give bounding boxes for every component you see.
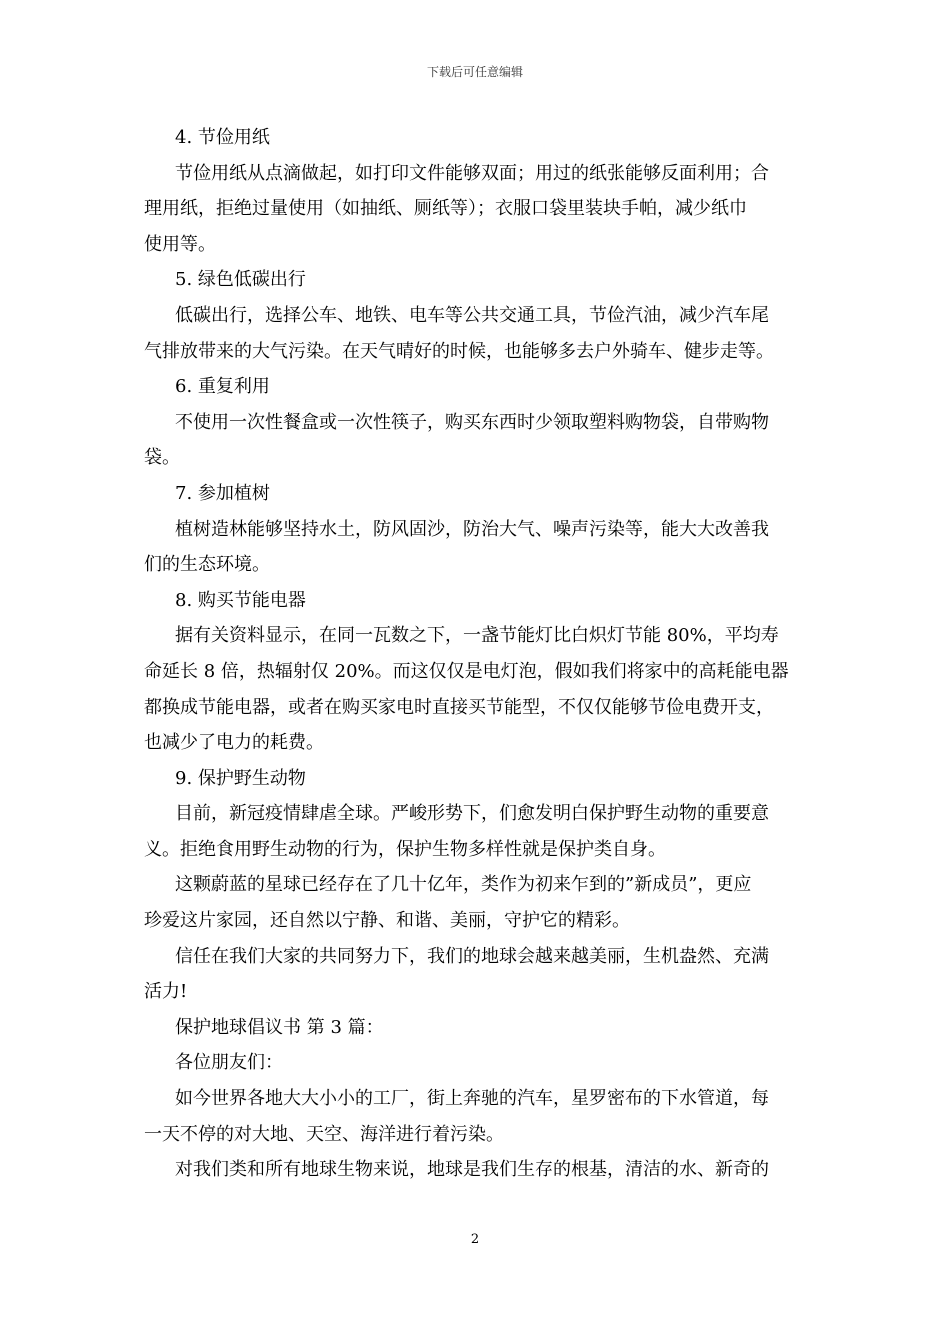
text-line: 目前，新冠疫情肆虐全球。严峻形势下，们愈发明白保护野生动物的重要意 — [175, 803, 769, 825]
page-header: 下载后可任意编辑 — [426, 65, 523, 79]
text-line: 都换成节能电器，或者在购买家电时直接买节能型，不仅仅能够节俭电费开支， — [144, 696, 774, 718]
text-line: 4. 节俭用纸 — [175, 127, 270, 148]
page-number: 2 — [470, 1232, 480, 1247]
text-line: 节俭用纸从点滴做起，如打印文件能够双面；用过的纸张能够反面利用；合 — [175, 162, 769, 184]
text-line: 5. 绿色低碳出行 — [175, 269, 306, 291]
text-line: 活力! — [144, 981, 188, 1003]
text-line: 据有关资料显示，在同一瓦数之下，一盏节能灯比白炽灯节能 80%，平均寿 — [175, 625, 779, 647]
text-line: 7. 参加植树 — [175, 482, 270, 504]
text-line: 也减少了电力的耗费。 — [144, 732, 324, 754]
document-body — [144, 120, 808, 1188]
text-line: 们的生态环境。 — [144, 554, 270, 576]
text-line: 低碳出行，选择公车、地铁、电车等公共交通工具，节俭汽油，减少汽车尾 — [175, 304, 769, 326]
text-line: 气排放带来的大气污染。在天气晴好的时候，也能够多去户外骑车、健步走等。 — [144, 340, 774, 362]
text-line: 8. 购买节能电器 — [175, 589, 306, 611]
text-line: 珍爱这片家园，还自然以宁静、和谐、美丽，守护它的精彩。 — [144, 910, 630, 932]
text-line: 各位朋友们： — [175, 1052, 283, 1074]
text-line: 命延长 8 倍，热辐射仅 20%。而这仅仅是电灯泡，假如我们将家中的高耗能电器 — [144, 660, 789, 682]
text-line: 信任在我们大家的共同努力下，我们的地球会越来越美丽，生机盎然、充满 — [175, 945, 769, 967]
text-line: 不使用一次性餐盒或一次性筷子，购买东西时少领取塑料购物袋，自带购物 — [175, 411, 769, 433]
text-line: 对我们类和所有地球生物来说，地球是我们生存的根基，清洁的水、新奇的 — [175, 1159, 769, 1181]
text-line: 使用等。 — [144, 233, 216, 255]
text-line: 植树造林能够坚持水土，防风固沙，防治大气、噪声污染等，能大大改善我 — [175, 518, 769, 540]
text-line: 袋。 — [144, 447, 180, 469]
text-line: 这颗蔚蓝的星球已经存在了几十亿年，类作为初来乍到的”新成员”，更应 — [175, 874, 752, 896]
text-line: 6. 重复利用 — [175, 376, 270, 398]
text-line: 一天不停的对大地、天空、海洋进行着污染。 — [144, 1123, 504, 1145]
text-line: 如今世界各地大大小小的工厂，街上奔驰的汽车，星罗密布的下水管道，每 — [175, 1088, 769, 1110]
text-line: 保护地球倡议书 第 3 篇： — [175, 1016, 384, 1038]
text-line: 理用纸，拒绝过量使用（如抽纸、厕纸等）；衣服口袋里装块手帕，减少纸巾 — [144, 198, 747, 220]
text-line: 9. 保护野生动物 — [175, 767, 306, 789]
text-line: 义。拒绝食用野生动物的行为，保护生物多样性就是保护类自身。 — [144, 838, 666, 860]
